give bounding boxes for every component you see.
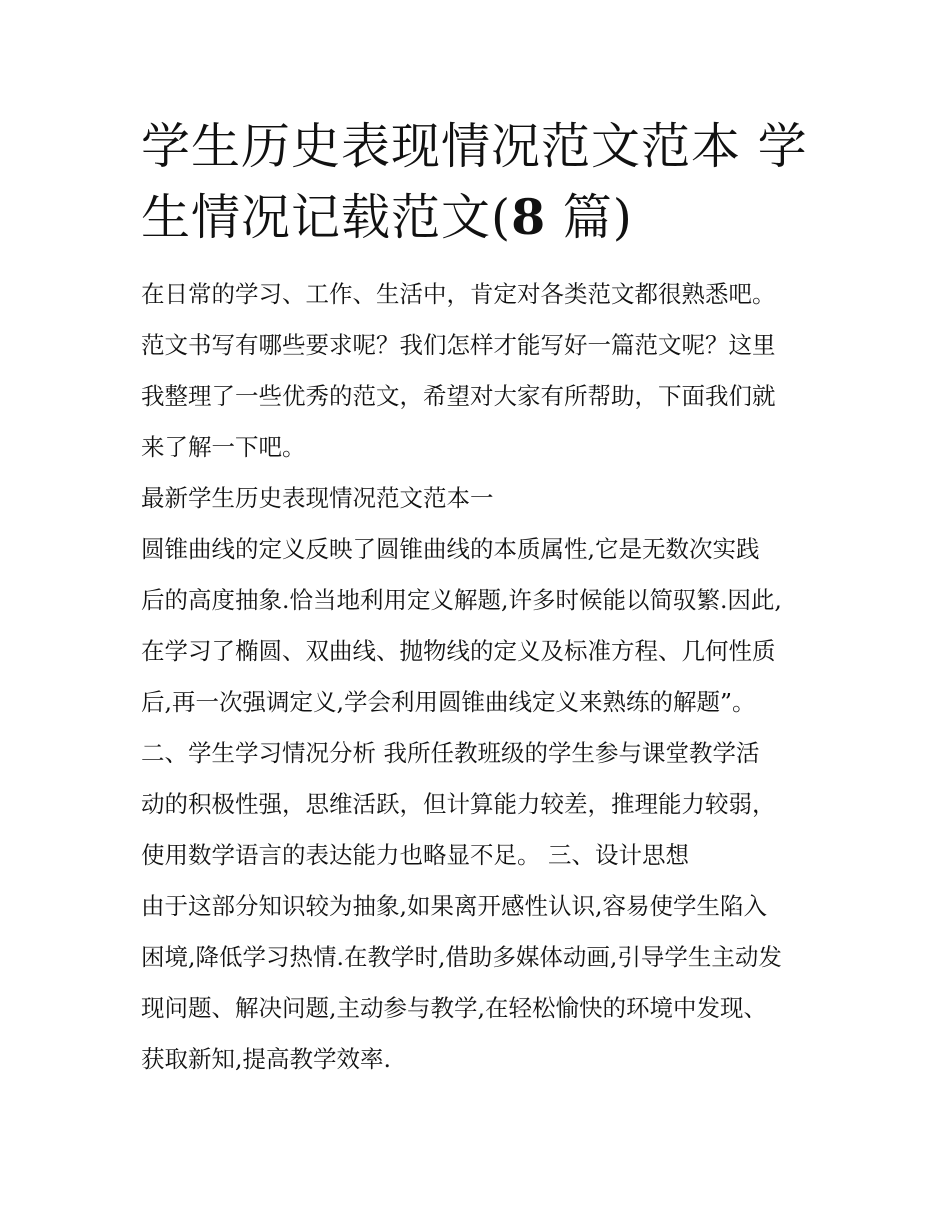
section-heading: [141, 473, 821, 524]
text-line: 范文书写有哪些要求呢？我们怎样才能写好一篇范文呢？这里: [141, 331, 776, 359]
document-content: [141, 112, 821, 1085]
text-line: 我整理了一些优秀的范文，希望对大家有所帮助，下面我们就: [141, 382, 776, 410]
text-line: 后的高度抽象.恰当地利用定义解题,许多时候能以简驭繁.因此,: [141, 586, 782, 614]
text-line: 二、学生学习情况分析 我所任教班级的学生参与课堂教学活: [141, 739, 760, 767]
text-line: 由于这部分知识较为抽象,如果离开感性认识,容易使学生陷入: [141, 892, 767, 920]
body-paragraph: [141, 728, 821, 881]
title-line-2-end: 篇): [546, 189, 633, 246]
title-line-2-start: 生情况记载范文(: [141, 189, 512, 246]
text-line: 动的积极性强，思维活跃，但计算能力较差，推理能力较弱，: [141, 790, 776, 818]
body-paragraph: [141, 524, 821, 728]
text-line: 获取新知,提高教学效率.: [141, 1045, 391, 1073]
document-title: [141, 112, 821, 253]
text-line: 后,再一次强调定义,学会利用圆锥曲线定义来熟练的解题”。: [141, 688, 756, 716]
title-line-2-bold: 8: [511, 188, 547, 246]
text-line: 在日常的学习、工作、生活中，肯定对各类范文都很熟悉吧。: [141, 280, 776, 308]
title-line-1: 学生历史表现情况范文范本 学: [141, 118, 808, 175]
title-line-2: [141, 182, 821, 253]
text-line: 现问题、解决问题,主动参与教学,在轻松愉快的环境中发现、: [141, 994, 767, 1022]
text-line: 使用数学语言的表达能力也略显不足。 三、设计思想: [141, 841, 689, 869]
text-line: 在学习了椭圆、双曲线、抛物线的定义及标准方程、几何性质: [141, 637, 776, 665]
text-line: 圆锥曲线的定义反映了圆锥曲线的本质属性,它是无数次实践: [141, 535, 760, 563]
text-line: 来了解一下吧。: [141, 433, 306, 461]
text-line: 困境,降低学习热情.在教学时,借助多媒体动画,引导学生主动发: [141, 943, 782, 971]
text-line: 最新学生历史表现情况范文范本一: [141, 484, 494, 512]
intro-paragraph: [141, 269, 821, 473]
body-paragraph: [141, 881, 821, 1085]
